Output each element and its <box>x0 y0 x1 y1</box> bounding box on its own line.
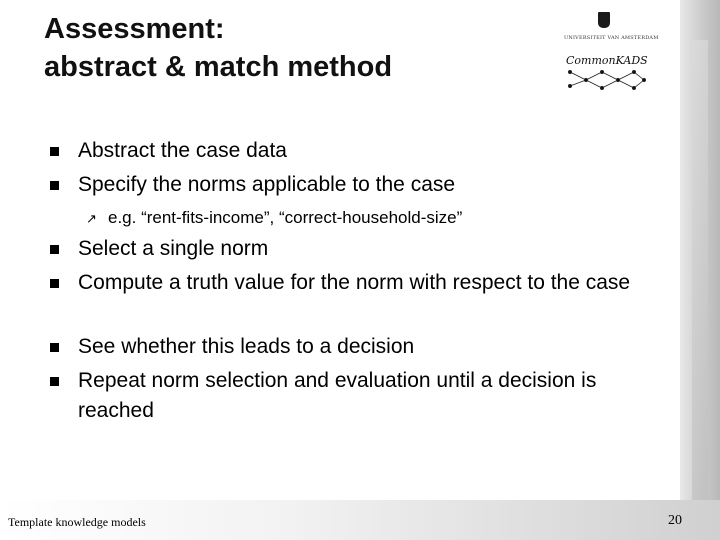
square-bullet-icon <box>50 279 59 288</box>
bullet-item <box>48 234 648 264</box>
sub-bullet-item <box>86 206 646 230</box>
bullet-item <box>48 136 648 166</box>
arrow-bullet-icon: ↗ <box>86 211 97 226</box>
commonkads-label: CommonKADS <box>566 54 648 67</box>
commonkads-logo <box>564 50 648 98</box>
square-bullet-icon <box>50 181 59 190</box>
slide-title-line2: abstract & match method <box>44 51 393 83</box>
slide-title <box>44 10 392 86</box>
decorative-right-bar <box>680 0 720 540</box>
square-bullet-icon <box>50 245 59 254</box>
footer-caption: Template knowledge models <box>8 515 146 529</box>
crest-icon <box>598 12 610 28</box>
page-number: 20 <box>668 513 682 528</box>
university-logo <box>564 12 659 41</box>
bullet-item <box>48 170 648 200</box>
bullet-text: Repeat norm selection and evaluation until a decision is reached <box>78 369 597 422</box>
bullet-text: Abstract the case data <box>78 139 287 162</box>
bullet-item <box>48 332 648 362</box>
slide-title-line1: Assessment: <box>44 13 225 45</box>
bullet-text: Specify the norms applicable to the case <box>78 173 456 196</box>
square-bullet-icon <box>50 343 59 352</box>
bullet-text: See whether this leads to a decision <box>78 335 415 358</box>
square-bullet-icon <box>50 147 59 156</box>
bullet-item <box>48 366 648 426</box>
sub-bullet-text: e.g. “rent-fits-income”, “correct-household-size” <box>108 208 463 227</box>
bullet-text: Compute a truth value for the norm with respect to the case <box>78 271 631 294</box>
bullet-text: Select a single norm <box>78 237 269 260</box>
bullet-item <box>48 268 648 298</box>
network-icon <box>564 66 648 94</box>
university-name: UNIVERSITEIT VAN AMSTERDAM <box>564 35 659 41</box>
square-bullet-icon <box>50 377 59 386</box>
